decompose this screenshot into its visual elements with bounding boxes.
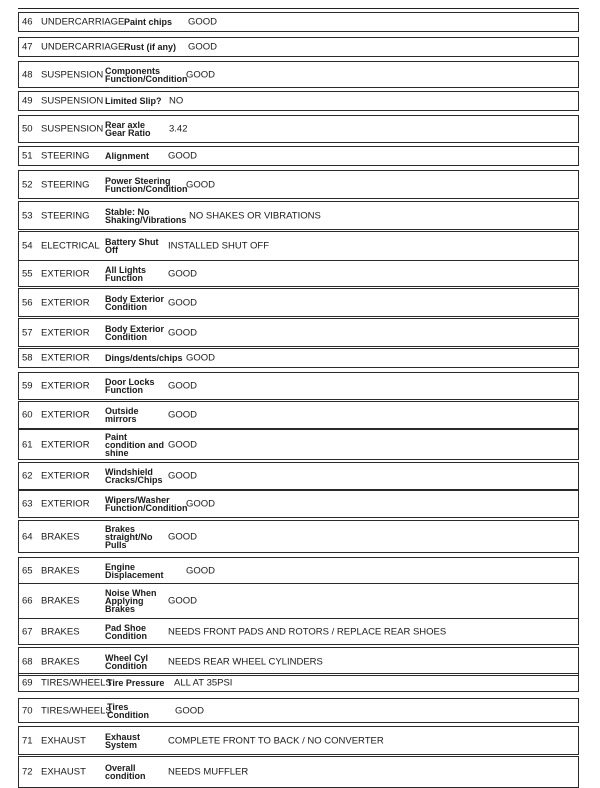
row-number: 58	[22, 352, 33, 364]
row-number: 66	[22, 595, 33, 607]
row-value: NO	[169, 95, 184, 107]
row-category: BRAKES	[41, 626, 80, 637]
row-number: 50	[22, 123, 33, 135]
row-item: Wheel Cyl Condition	[105, 652, 149, 671]
table-row	[18, 115, 579, 143]
row-value: ALL AT 35PSI	[174, 677, 233, 688]
row-number: 56	[22, 297, 33, 308]
table-row	[18, 401, 579, 429]
row-item: Alignment	[105, 151, 149, 161]
table-row	[18, 146, 579, 166]
row-value: GOOD	[168, 268, 198, 279]
row-number: 72	[22, 766, 33, 778]
row-item: Outside mirrors	[105, 406, 139, 424]
row-item: Body Exterior Condition	[105, 323, 165, 342]
row-value: NEEDS MUFFLER	[168, 766, 249, 778]
row-item: All Lights Function	[105, 264, 146, 283]
table-row	[18, 61, 579, 88]
table-row	[18, 673, 579, 692]
row-item: Stable: No Shaking/Vibrations	[105, 206, 187, 225]
row-item: Windshield Cracks/Chips	[105, 467, 163, 485]
row-category: BRAKES	[41, 595, 80, 607]
row-category: EXTERIOR	[41, 409, 90, 421]
row-item: Engine Displacement	[105, 561, 164, 580]
row-item: Pad Shoe Condition	[105, 622, 147, 641]
row-item: Noise When Applying Brakes	[105, 588, 157, 614]
row-number: 48	[22, 69, 33, 80]
row-category: ELECTRICAL	[41, 240, 100, 252]
table-row	[18, 170, 579, 199]
table-row	[18, 583, 579, 619]
row-number: 67	[22, 626, 33, 637]
row-category: STEERING	[41, 179, 90, 190]
row-number: 70	[22, 705, 33, 716]
row-category: BRAKES	[41, 531, 80, 542]
row-item: Overall condition	[105, 763, 146, 781]
row-number: 47	[22, 41, 33, 53]
row-number: 63	[22, 498, 33, 510]
row-number: 57	[22, 327, 33, 338]
row-number: 51	[22, 150, 33, 162]
row-number: 55	[22, 268, 33, 279]
row-category: EXTERIOR	[41, 327, 90, 338]
table-row	[18, 348, 579, 368]
row-item: Battery Shut Off	[105, 237, 159, 255]
row-number: 62	[22, 470, 33, 482]
row-item: Dings/dents/chips	[105, 353, 183, 363]
row-item: Rear axle Gear Ratio	[105, 120, 151, 138]
table-row	[18, 726, 579, 755]
row-category: EXHAUST	[41, 735, 86, 746]
row-value: GOOD	[186, 565, 216, 576]
row-item: Power Steering Function/Condition	[105, 175, 188, 194]
row-value: GOOD	[186, 498, 216, 510]
table-row	[18, 462, 579, 490]
row-category: STEERING	[41, 150, 90, 162]
row-item: Components Function/Condition	[105, 65, 188, 84]
table-row	[18, 698, 579, 723]
row-item: Limited Slip?	[105, 96, 162, 106]
row-number: 64	[22, 531, 33, 542]
row-value: COMPLETE FRONT TO BACK / NO CONVERTER	[168, 735, 384, 746]
row-category: EXTERIOR	[41, 498, 90, 510]
row-value: GOOD	[168, 409, 198, 421]
row-category: EXTERIOR	[41, 380, 90, 392]
row-value: GOOD	[168, 297, 198, 308]
table-row	[18, 12, 579, 32]
row-item: Tires Condition	[107, 701, 149, 720]
row-number: 61	[22, 439, 33, 450]
row-category: EXHAUST	[41, 766, 86, 778]
row-item: Paint chips	[124, 17, 173, 27]
row-category: EXTERIOR	[41, 439, 90, 450]
row-number: 53	[22, 210, 33, 221]
row-value: GOOD	[168, 470, 198, 482]
table-row	[18, 429, 579, 460]
row-item: Rust (if any)	[124, 42, 177, 52]
row-item: Tire Pressure	[107, 677, 165, 688]
row-number: 59	[22, 380, 33, 392]
row-item: Brakes straight/No Pulls	[105, 523, 153, 550]
row-value: GOOD	[168, 595, 198, 607]
row-item: Paint condition and shine	[105, 431, 164, 458]
row-item: Body Exterior Condition	[105, 293, 165, 312]
row-value: GOOD	[168, 439, 198, 450]
row-number: 71	[22, 735, 33, 746]
table-row	[18, 91, 579, 111]
row-number: 52	[22, 179, 33, 190]
row-number: 54	[22, 240, 33, 252]
table-row	[18, 37, 579, 57]
table-row	[18, 201, 579, 230]
row-category: EXTERIOR	[41, 268, 90, 279]
row-item: Door Locks Function	[105, 377, 155, 395]
table-row	[18, 260, 579, 287]
top-rule	[18, 8, 579, 9]
table-row	[18, 372, 579, 400]
row-number: 65	[22, 565, 33, 576]
row-value: NO SHAKES OR VIBRATIONS	[189, 210, 321, 221]
row-value: GOOD	[186, 352, 216, 364]
row-number: 60	[22, 409, 33, 421]
table-row	[18, 490, 579, 518]
table-row	[18, 520, 579, 553]
row-value: NEEDS FRONT PADS AND ROTORS / REPLACE REAR SHOES	[168, 626, 447, 637]
row-category: TIRES/WHEELS	[41, 677, 112, 688]
row-category: TIRES/WHEELS	[41, 705, 112, 716]
row-category: SUSPENSION	[41, 69, 104, 80]
row-value: GOOD	[188, 16, 218, 28]
row-number: 69	[22, 677, 33, 688]
row-category: EXTERIOR	[41, 352, 90, 364]
row-category: STEERING	[41, 210, 90, 221]
table-row	[18, 318, 579, 347]
row-number: 49	[22, 95, 33, 107]
row-category: SUSPENSION	[41, 123, 104, 135]
table-row	[18, 231, 579, 261]
row-value: GOOD	[188, 41, 218, 53]
row-category: UNDERCARRIAGE	[41, 16, 125, 28]
row-category: BRAKES	[41, 656, 80, 667]
row-category: SUSPENSION	[41, 95, 104, 107]
row-category: EXTERIOR	[41, 470, 90, 482]
table-row	[18, 557, 579, 584]
row-category: BRAKES	[41, 565, 80, 576]
row-category: EXTERIOR	[41, 297, 90, 308]
row-category: UNDERCARRIAGE	[41, 41, 125, 53]
row-item: Wipers/Washer Function/Condition	[105, 495, 188, 513]
row-value: GOOD	[168, 531, 198, 542]
row-value: INSTALLED SHUT OFF	[168, 240, 269, 252]
row-value: GOOD	[186, 69, 216, 80]
row-value: GOOD	[168, 150, 198, 162]
row-value: NEEDS REAR WHEEL CYLINDERS	[168, 656, 323, 667]
table-row	[18, 756, 579, 788]
row-value: GOOD	[186, 179, 216, 190]
table-row	[18, 647, 579, 676]
row-value: GOOD	[168, 327, 198, 338]
row-value: GOOD	[175, 705, 205, 716]
row-item: Exhaust System	[105, 731, 141, 750]
row-number: 46	[22, 16, 33, 28]
row-value: 3.42	[169, 123, 188, 135]
table-row	[18, 618, 579, 645]
row-value: GOOD	[168, 380, 198, 392]
table-row	[18, 288, 579, 317]
row-number: 68	[22, 656, 33, 667]
